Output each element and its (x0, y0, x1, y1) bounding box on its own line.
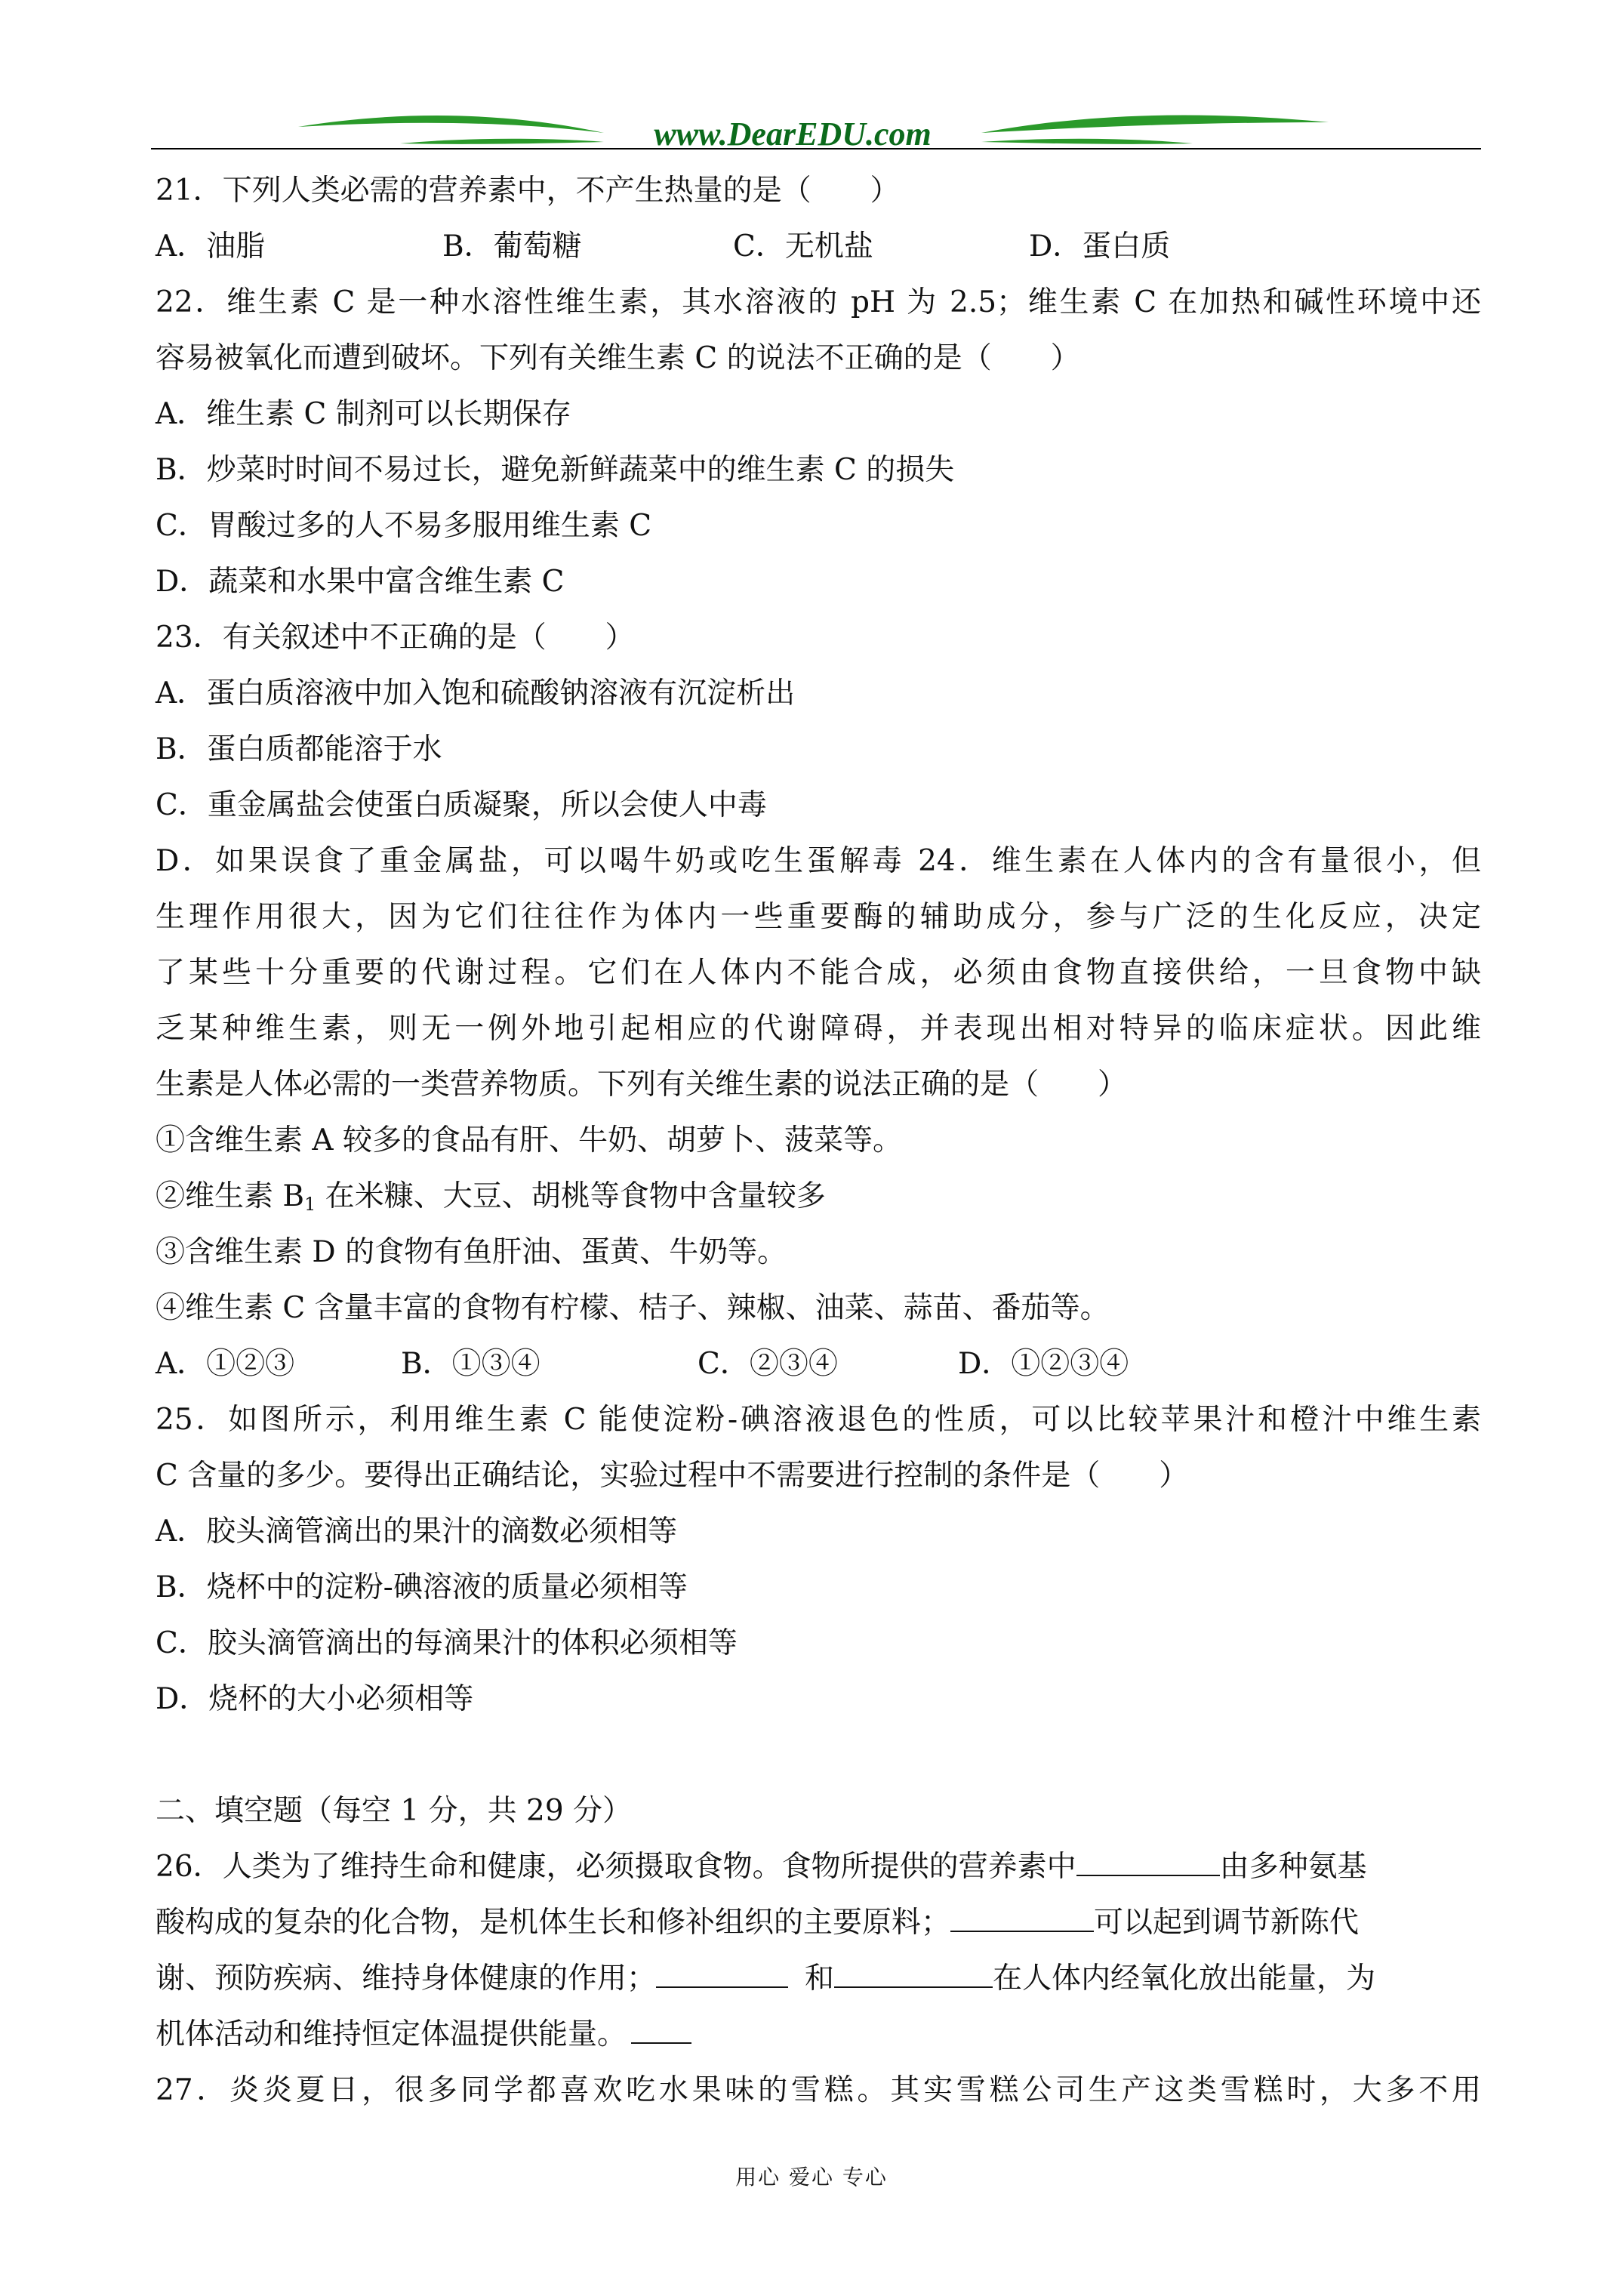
q21-option-b: B．葡萄糖 (442, 230, 582, 264)
q21-option-a: A．油脂 (156, 230, 266, 264)
q24-text-4: 生素是人体必需的一类营养物质。下列有关维生素的说法正确的是（ ） (156, 1068, 1128, 1102)
q24-item-2-sub: 1 (304, 1194, 316, 1215)
q24-item-2-post: 在米糠、大豆、胡桃等食物中含量较多 (316, 1179, 826, 1213)
q26-blank-5[interactable] (631, 2012, 691, 2044)
q24-option-b: B．①③④ (401, 1347, 540, 1381)
q26-l3-pre: 谢、预防疾病、维持身体健康的作用； (156, 1962, 657, 1996)
q26-l2-pre: 酸构成的复杂的化合物，是机体生长和修补组织的主要原料； (156, 1906, 951, 1940)
q26-line-2 (156, 1895, 1481, 1951)
q26-l3-mid: 和 (805, 1962, 835, 1996)
q26-l3-post: 在人体内经氧化放出能量，为 (993, 1962, 1376, 1996)
q25-stem-1: 25．如图所示，利用维生素 C 能使淀粉-碘溶液退色的性质，可以比较苹果汁和橙汁中维生素 (156, 1403, 1481, 1437)
q26-line-1 (156, 1839, 1481, 1895)
q23-option-c: C．重金属盐会使蛋白质凝聚，所以会使人中毒 (156, 788, 767, 822)
q25-option-c: C．胶头滴管滴出的每滴果汁的体积必须相等 (156, 1626, 738, 1660)
q21-options (156, 219, 1481, 275)
q26-blank-2[interactable] (950, 1900, 1094, 1932)
q25-option-a: A．胶头滴管滴出的果汁的滴数必须相等 (156, 1515, 678, 1549)
page-content (156, 163, 1481, 2119)
q21-option-d: D．蛋白质 (1029, 230, 1171, 264)
q26-blank-4[interactable] (834, 1956, 993, 1988)
q24-item-2 (156, 1169, 1481, 1225)
q25-option-b: B．烧杯中的淀粉-碘溶液的质量必须相等 (156, 1570, 688, 1604)
q26-l4: 机体活动和维持恒定体温提供能量。 (156, 2017, 627, 2051)
q22-option-a: A．维生素 C 制剂可以长期保存 (156, 397, 571, 431)
q22-stem-1: 22．维生素 C 是一种水溶性维生素，其水溶液的 pH 为 2.5；维生素 C 在加热和碱性环境中还 (156, 285, 1481, 319)
q24-text-1: 生理作用很大，因为它们往往作为体内一些重要酶的辅助成分，参与广泛的生化反应，决定 (156, 900, 1481, 934)
page-footer: 用心 爱心 专心 (735, 2165, 888, 2190)
q24-item-4: ④维生素 C 含量丰富的食物有柠檬、桔子、辣椒、油菜、蒜苗、番茄等。 (156, 1291, 1110, 1325)
q22-option-c: C．胃酸过多的人不易多服用维生素 C (156, 509, 652, 543)
q26-line-3 (156, 1951, 1481, 2007)
q27-line-1: 27．炎炎夏日，很多同学都喜欢吃水果味的雪糕。其实雪糕公司生产这类雪糕时，大多不用 (156, 2073, 1481, 2107)
q26-line-4 (156, 2007, 1481, 2063)
q24-options (156, 1336, 1481, 1392)
q26-l2-post: 可以起到调节新陈代 (1094, 1906, 1360, 1940)
header-divider (151, 148, 1481, 149)
q24-item-2-pre: ②维生素 B (156, 1179, 305, 1213)
q24-option-a: A．①②③ (156, 1347, 295, 1381)
q26-l1-pre: 26．人类为了维持生命和健康，必须摄取食物。食物所提供的营养素中 (156, 1850, 1076, 1884)
q23-option-a: A．蛋白质溶液中加入饱和硫酸钠溶液有沉淀析出 (156, 676, 796, 710)
q22-option-b: B．炒菜时时间不易过长，避免新鲜蔬菜中的维生素 C 的损失 (156, 453, 955, 487)
q26-blank-1[interactable] (1076, 1845, 1220, 1876)
q26-l1-post: 由多种氨基 (1219, 1850, 1367, 1884)
q25-stem-2: C 含量的多少。要得出正确结论，实验过程中不需要进行控制的条件是（ ） (156, 1459, 1189, 1493)
q24-option-c: C．②③④ (698, 1347, 838, 1381)
q21-option-c: C．无机盐 (733, 230, 873, 264)
q22-option-d: D．蔬菜和水果中富含维生素 C (156, 565, 565, 599)
q24-text-2: 了某些十分重要的代谢过程。它们在人体内不能合成，必须由食物直接供给，一旦食物中缺 (156, 956, 1481, 990)
q23-option-d: D．如果误食了重金属盐，可以喝牛奶或吃生蛋解毒 24．维生素在人体内的含有量很小，但 (156, 844, 1481, 878)
q24-option-d: D．①②③④ (958, 1347, 1129, 1381)
q24-item-3: ③含维生素 D 的食物有鱼肝油、蛋黄、牛奶等。 (156, 1235, 787, 1269)
q23-option-b: B．蛋白质都能溶于水 (156, 732, 442, 766)
section-gap (156, 1727, 1481, 1783)
q21-stem: 21．下列人类必需的营养素中，不产生热量的是（ ） (156, 174, 900, 208)
q24-text-3: 乏某种维生素，则无一例外地引起相应的代谢障碍，并表现出相对特异的临床症状。因此维 (156, 1012, 1481, 1046)
section-2-title: 二、填空题（每空 1 分，共 29 分） (156, 1794, 633, 1828)
q22-stem-2: 容易被氧化而遭到破坏。下列有关维生素 C 的说法不正确的是（ ） (156, 341, 1080, 375)
q26-blank-3[interactable] (656, 1956, 788, 1988)
q24-item-1: ①含维生素 A 较多的食品有肝、牛奶、胡萝卜、菠菜等。 (156, 1123, 902, 1157)
q25-option-d: D．烧杯的大小必须相等 (156, 1682, 474, 1716)
q23-stem: 23．有关叙述中不正确的是（ ） (156, 621, 635, 655)
logo-text: www.DearEDU.com (654, 116, 932, 153)
